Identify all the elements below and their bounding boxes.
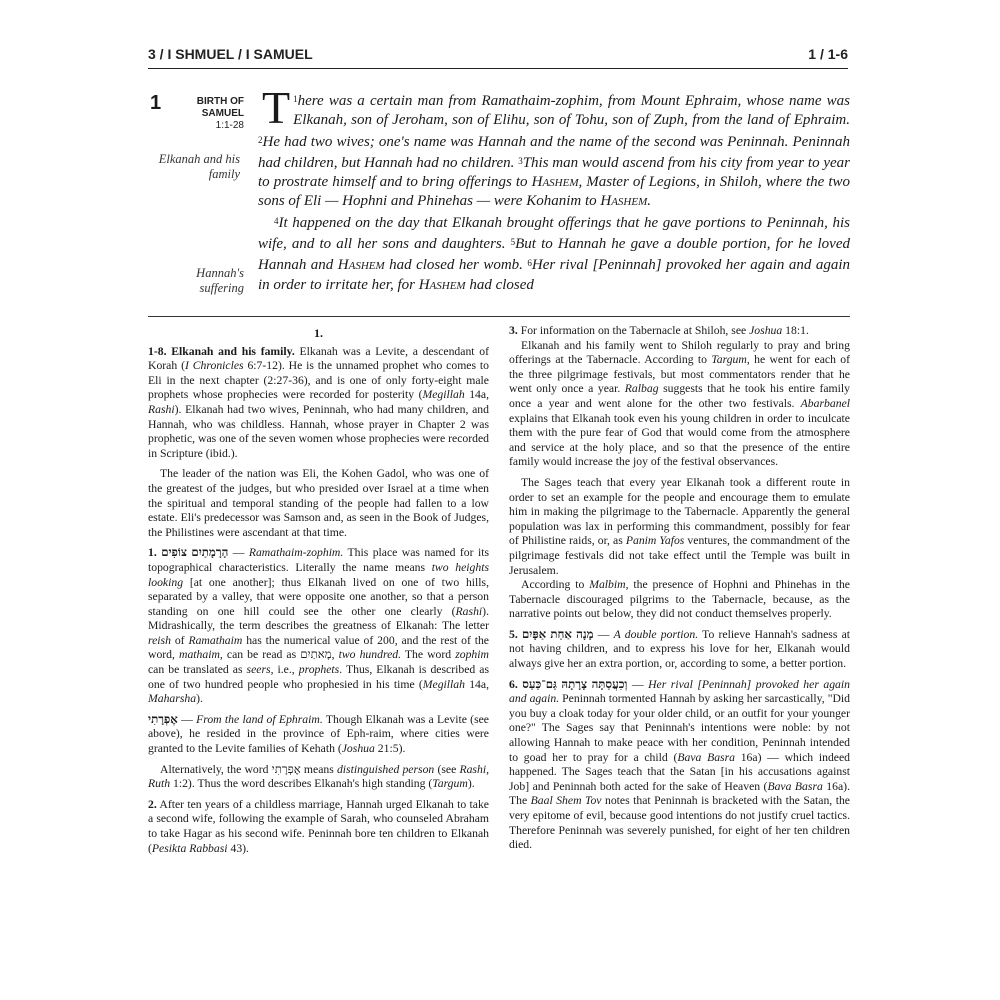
commentary-paragraph: 5. מָנָה אַחַת אַפָּיִם — A double portion. To relieve Hannah's sadness at not having children, and to express his love for her, Elkanah would always give her an extra portion, or, according to some, a better portion. bbox=[509, 627, 851, 671]
running-head-right: 1 / 1-6 bbox=[808, 46, 848, 62]
drop-cap: T bbox=[262, 82, 291, 133]
commentary-heading: 1. bbox=[314, 326, 323, 340]
sidenote-birth-ref: 1:1-28 bbox=[215, 120, 244, 131]
commentary-right-column bbox=[509, 324, 850, 859]
chapter-number: 1 bbox=[150, 92, 162, 114]
commentary-paragraph: אֶפְרָתִי — From the land of Ephraim. Though Elkanah was a Levite (see above), he resided in the province of Eph-raim, where cities were granted to the Levite families of Kehath (Joshua 21:5). bbox=[148, 712, 489, 756]
commentary-paragraph: 2. After ten years of a childless marriage, Hannah urged Elkanah to take a second wife, following the example of Sarah, who counseled Abraham to take Hagar as his second wife. Peninnah bore ten children to Elkanah (Pesikta Rabbasi 43). bbox=[148, 797, 489, 855]
sidenote-hannah: Hannah's suffering bbox=[196, 266, 244, 295]
sidenote-birth-of-samuel bbox=[158, 96, 244, 132]
commentary-paragraph: The leader of the nation was Eli, the Kohen Gadol, who was one of the greatest of the judges, but who presided over Israel at a time when the spiritual and temporal standing of the people had fallen to a low estate. Eli's predecessor was Samson and, as seen in the Book of Judges, the Philistines were ascendant at that time. bbox=[148, 467, 489, 539]
commentary-paragraph: 6. וְכִעֲסַתָּה צָרָתָהּ גַּם־כַּעַס — Her rival [Peninnah] provoked her again and again. Peninnah tormented Hannah by asking her sarcastically, "Did you buy a cloak today for your older child, or an outfit for your younger one?" The Sages say that Peninnah's intentions were noble: by not allowing Hannah to make peace with her condition, Peninnah intended to goad her to pray for a child (Bava Basra 16a) — which indeed happened. The Sages teach that the Satan [in his accusations against Job] and Peninnah both acted for the sake of Heaven (Bava Basra 16a). The Baal Shem Tov notes that Peninnah is bracketed with the Satan, the very epitome of evil, because good intentions do not justify cruel tactics. Therefore Peninnah was severely punished, for eight of her ten children died. bbox=[509, 677, 851, 852]
commentary-paragraph: 1. הָרָמָתַיִם צוֹפִים — Ramathaim-zophim. This place was named for its topographical characteristics. Literally the name means two heights looking [at one another]; thus Elkanah lived on one of two hills, separated by a valley, that were opposite one another, so that a person standing on one hill could see the other one clearly (Rashi). Midrashically, the term describes the greatness of Elkanah: The letter reish of Ramathaim has the numerical value of 200, and the rest of the word, mathaim, can be read as מָאתַיִם, two hundred. The word zophim can be translated as seers, i.e., prophets. Thus, Elkanah is described as one of two hundred people who prophesied in his time (Megillah 14a, Maharsha). bbox=[148, 546, 490, 706]
commentary-paragraph: 3. For information on the Tabernacle at Shiloh, see Joshua 18:1. bbox=[509, 324, 809, 337]
running-head-left: 3 / I SHMUEL / I SAMUEL bbox=[148, 46, 313, 62]
commentary-paragraph: Alternatively, the word אֶפְרָתִי means distinguished person (see Rashi, Ruth 1:2). Thus the word describes Elkanah's high standing (Targum). bbox=[148, 762, 489, 791]
sidenote-elkanah: Elkanah and his family bbox=[158, 152, 240, 181]
commentary-paragraph: 1-8. Elkanah and his family. Elkanah was a Levite, a descendant of Korah (I Chronicles 6:7-12). He is the unnamed prophet who comes to Eli in the next chapter (2:27-36), and is one of only forty-eight male prophets whose prophecies were recorded for posterity (Megillah 14a, Rashi). Elkanah had two wives, Peninnah, who had many children, and Hannah, who was childless. Hannah, whose prayer in Chapter 2 was prophetic, was one of the seven women whose prophecies were recorded in Scripture (ibid.). bbox=[148, 344, 489, 460]
running-head bbox=[148, 44, 848, 69]
sidenote-birth-title: BIRTH OF SAMUEL bbox=[196, 96, 244, 119]
scripture-paragraph-2: $^4$It happened on the day that Elkanah brought offerings that he gave portions to Peninnah, his wife, and to all her sons and daughters. $^5$But to Hannah he gave a double portion, for he loved Hannah and Hashem had closed her womb. $^6$Her rival [Peninnah] provoked her again and again in order to irritate her, for Hashem had closed bbox=[258, 214, 851, 293]
commentary-left-column bbox=[148, 324, 489, 862]
commentary-paragraph: According to Malbim, the presence of Hophni and Phinehas in the Tabernacle discouraged pilgrims to the Tabernacle, because, as the narrative points out below, they did not conduct themselves properly. bbox=[509, 578, 850, 621]
commentary-paragraph: Elkanah and his family went to Shiloh regularly to pray and bring offerings at the Tabernacle. According to Targum, he went for each of the three pilgrimage festivals, but most commentators render that he went only once a year. Ralbag suggests that he took his entire family once a year and went alone for the other two festivals. Abarbanel explains that Elkanah took even his young children in order to inculcate them with the pure fear of God that would come from the atmosphere and service at the holy place, and so that the presence of the entire family would increase the joy of the festival observances. bbox=[509, 338, 850, 469]
scripture-text bbox=[258, 82, 851, 295]
scripture-paragraph-1: $^1$ T here was a certain man from Ramathaim-zophim, from Mount Ephraim, whose name was Elkanah, son of Jeroham, son of Elihu, son of Tohu, son of Zuph, from the land of Ephraim. $^2$He had two wives; one's name was Hannah and the name of the second was Peninnah. Peninnah had children, but Hannah had no children. $^3$This man would ascend from his city from year to year to prostrate himself and to bring offerings to Hashem, Master of Legions, in Shiloh, where the two sons of Eli — Hophni and Phinehas — were Kohanim to Hashem. bbox=[258, 82, 850, 210]
section-divider bbox=[148, 316, 850, 317]
commentary-paragraph: The Sages teach that every year Elkanah took a different route in order to set an example for the people and encourage them to emulate him in making the pilgrimage to the Tabernacle. Apparently the general population was lax in performing this commandment, possibly for fear of Philistine raids, or, as Panim Yafos ventures, the commandment of the pilgrimage festivals did not take effect until the Temple was built in Jerusalem. bbox=[509, 475, 850, 577]
